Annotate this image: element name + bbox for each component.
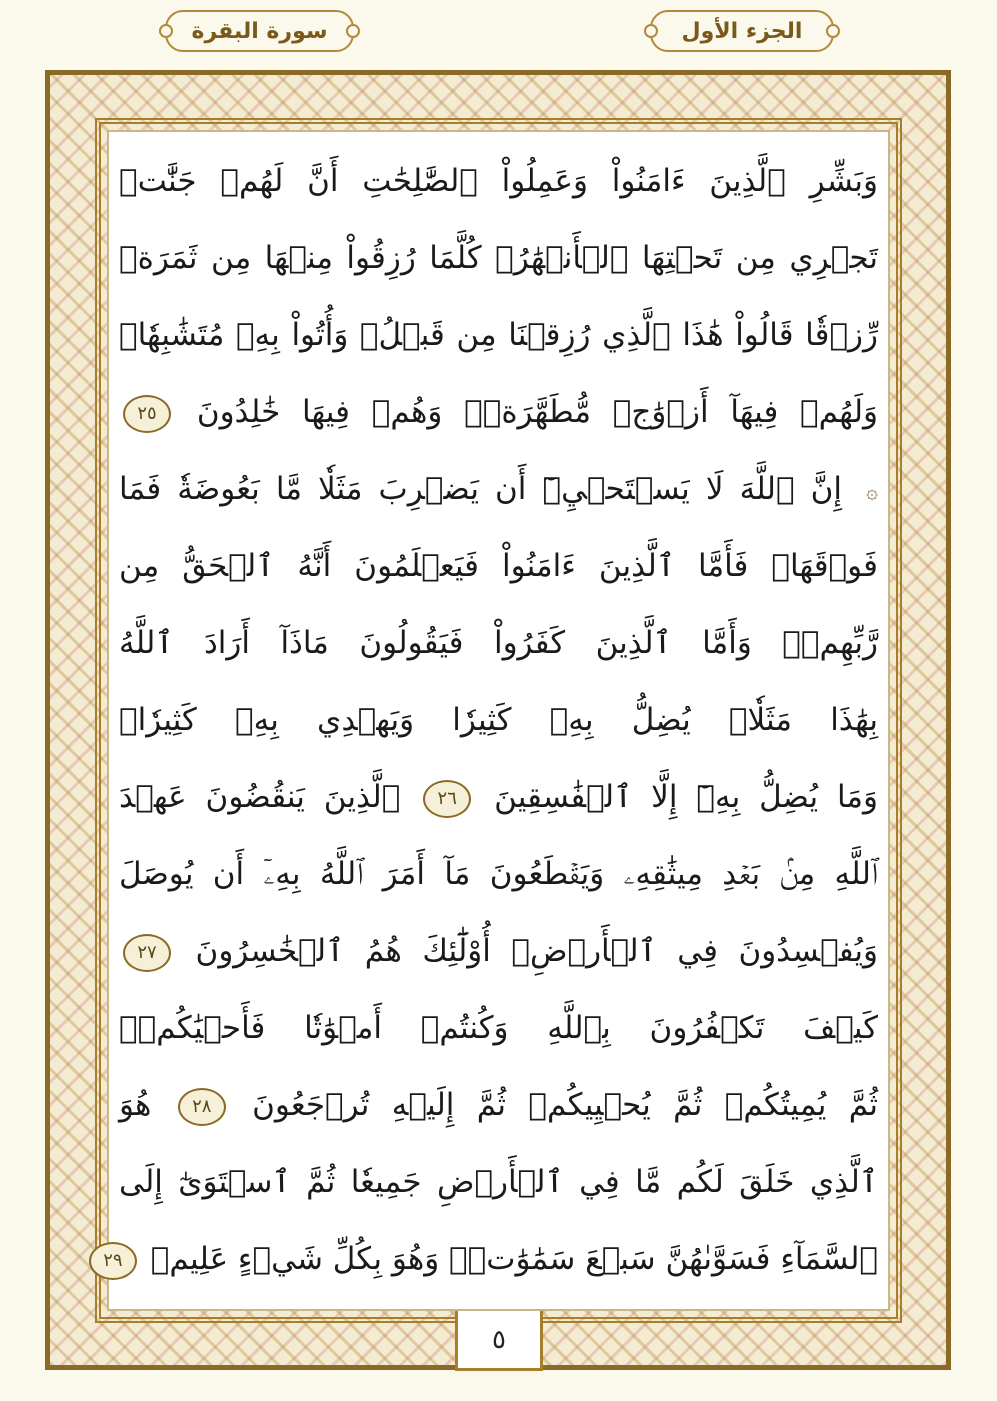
page-number: ٥ [455,1311,543,1371]
quran-text-area [103,130,890,1311]
text-line: ٱللَّهِ مِنۢ بَعۡدِ مِيثَٰقِهِۦ وَيَقۡطَعُونَ مَآ أَمَرَ ٱللَّهُ بِهِۦٓ أَن يُوصَلَ [119,856,878,892]
text-line: كَيۡفَ تَكۡفُرُونَ بِٱللَّهِ وَكُنتُمۡ أَمۡوَٰتٗا فَأَحۡيَٰكُمۡۖ [119,1010,878,1046]
text-line: ثُمَّ يُمِيتُكُمۡ ثُمَّ يُحۡيِيكُمۡ ثُمَّ إِلَيۡهِ تُرۡجَعُونَ ٢٨ هُوَ [119,1074,878,1136]
ayah-number-marker: ٢٦ [423,780,471,818]
ayah-number-marker: ٢٨ [178,1088,226,1126]
text-line: رِّزۡقٗا قَالُواْ هَٰذَا ٱلَّذِي رُزِقۡنَا مِن قَبۡلُۖ وَأُتُواْ بِهِۦ مُتَشَٰبِهٗاۖ [119,317,878,353]
text-line: وَلَهُمۡ فِيهَآ أَزۡوَٰجٞ مُّطَهَّرَةٞۖ وَهُمۡ فِيهَا خَٰلِدُونَ ٢٥ [119,381,878,443]
text-line: ٱلَّذِي خَلَقَ لَكُم مَّا فِي ٱلۡأَرۡضِ جَمِيعٗا ثُمَّ ٱسۡتَوَىٰٓ إِلَى [119,1164,878,1200]
text-line: ۞إِنَّ ٱللَّهَ لَا يَسۡتَحۡيِۦٓ أَن يَضۡرِبَ مَثَلٗا مَّا بَعُوضَةٗ فَمَا [119,471,878,507]
juz-label: الجزء الأول [650,10,834,52]
surah-label: سورة البقرة [165,10,354,52]
text-line: تَجۡرِي مِن تَحۡتِهَا ٱلۡأَنۡهَٰرُۖ كُلَّمَا رُزِقُواْ مِنۡهَا مِن ثَمَرَةٖ [119,240,878,276]
text-line: وَمَا يُضِلُّ بِهِۦٓ إِلَّا ٱلۡفَٰسِقِينَ ٢٦ ٱلَّذِينَ يَنقُضُونَ عَهۡدَ [119,766,878,828]
text-line: فَوۡقَهَاۚ فَأَمَّا ٱلَّذِينَ ءَامَنُواْ فَيَعۡلَمُونَ أَنَّهُ ٱلۡحَقُّ مِن [119,548,878,584]
text-line: رَّبِّهِمۡۖ وَأَمَّا ٱلَّذِينَ كَفَرُواْ فَيَقُولُونَ مَاذَآ أَرَادَ ٱللَّهُ [119,625,878,661]
text-line: وَيُفۡسِدُونَ فِي ٱلۡأَرۡضِۚ أُوْلَٰٓئِكَ هُمُ ٱلۡخَٰسِرُونَ ٢٧ [119,920,878,982]
ayah-number-marker: ٢٩ [89,1242,137,1280]
ayah-number-marker: ٢٥ [123,395,171,433]
ayah-number-marker: ٢٧ [123,934,171,972]
rub-el-hizb-icon: ۞ [866,478,878,503]
text-line: ٱلسَّمَآءِ فَسَوَّىٰهُنَّ سَبۡعَ سَمَٰوَٰتٖۚ وَهُوَ بِكُلِّ شَيۡءٍ عَلِيمٞ ٢٩ [119,1228,878,1290]
text-line: بِهَٰذَا مَثَلٗاۘ يُضِلُّ بِهِۦ كَثِيرٗا وَيَهۡدِي بِهِۦ كَثِيرٗاۚ [119,702,878,738]
text-line: وَبَشِّرِ ٱلَّذِينَ ءَامَنُواْ وَعَمِلُواْ ٱلصَّٰلِحَٰتِ أَنَّ لَهُمۡ جَنَّٰتٖ [119,163,878,199]
